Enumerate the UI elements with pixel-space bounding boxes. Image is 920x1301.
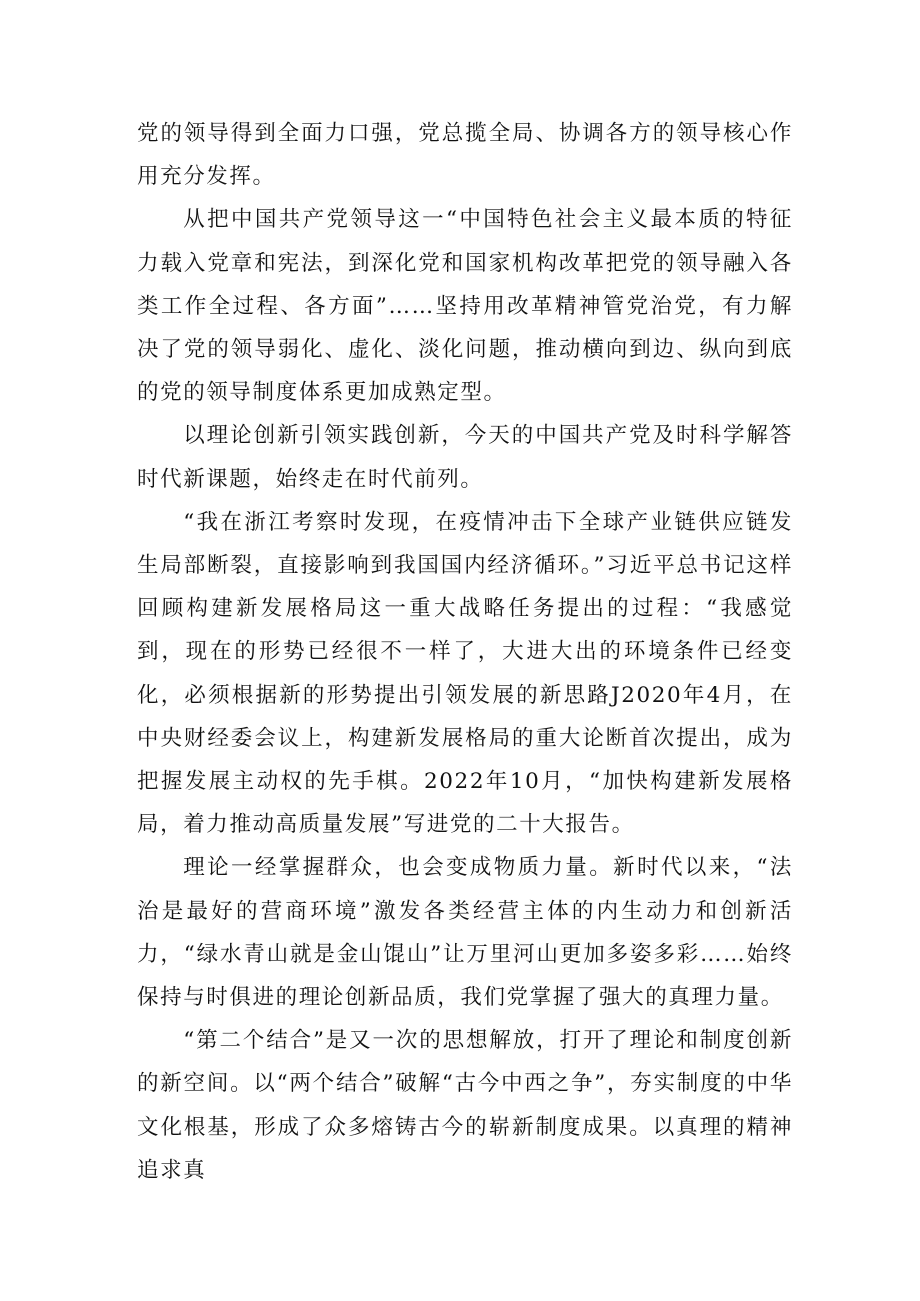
paragraph: “第二个结合”是又一次的思想解放，打开了理论和制度创新的新空间。以“两个结合”破解“古今中西之争”，夯实制度的中华文化根基，形成了众多熔铸古今的崭新制度成果。以真理的精神追求真 xyxy=(137,1028,793,1183)
paragraph: 以理论创新引领实践创新，今天的中国共产党及时科学解答时代新课题，始终走在时代前列。 xyxy=(137,423,793,492)
paragraph: “我在浙江考察时发现，在疫情冲击下全球产业链供应链发生局部断裂，直接影响到我国国内经济循环。”习近平总书记这样回顾构建新发展格局这一重大战略任务提出的过程：“我感觉到，现在的形势已经很不一样了，大进大出的环境条件已经变化，必须根据新的形势提出引领发展的新思路J2020年4月，在中央财经委会议上，构建新发展格局的重大论断首次提出，成为把握发展主动权的先手棋。2022年10月，“加快构建新发展格局，着力推动高质量发展”写进党的二十大报告。 xyxy=(137,509,793,838)
document-body xyxy=(137,112,793,1192)
paragraph: 从把中国共产党领导这一“中国特色社会主义最本质的特征力载入党章和宪法，到深化党和国家机构改革把党的领导融入各类工作全过程、各方面”……坚持用改革精神管党治党，有力解决了党的领导弱化、虚化、淡化问题，推动横向到边、纵向到底的党的领导制度体系更加成熟定型。 xyxy=(137,207,793,406)
paragraph: 理论一经掌握群众，也会变成物质力量。新时代以来，“法治是最好的营商环境”激发各类经营主体的内生动力和创新活力，“绿水青山就是金山馄山”让万里河山更加多姿多彩……始终保持与时俱进的理论创新品质，我们党掌握了强大的真理力量。 xyxy=(137,855,793,1011)
paragraph-continued: 党的领导得到全面力口强，党总揽全局、协调各方的领导核心作用充分发挥。 xyxy=(137,121,793,190)
